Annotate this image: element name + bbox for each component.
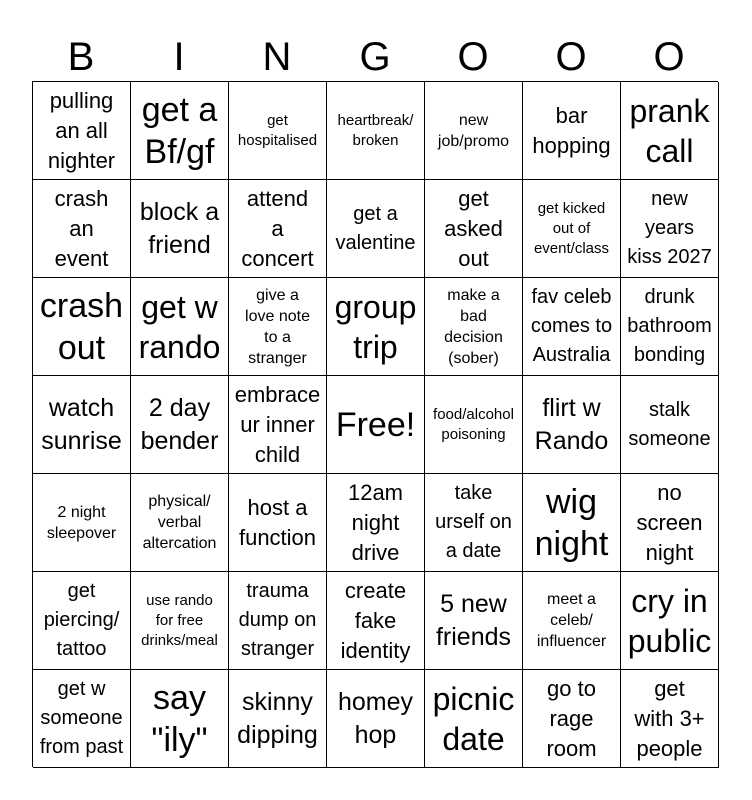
bingo-cell-label: drunk bathroom bonding	[627, 286, 712, 366]
bingo-cell[interactable]	[523, 82, 621, 180]
bingo-cell[interactable]	[327, 670, 425, 768]
bingo-cell[interactable]	[33, 180, 131, 278]
bingo-cell-label: get w rando	[138, 288, 221, 365]
bingo-cell[interactable]	[523, 376, 621, 474]
bingo-cell[interactable]	[33, 82, 131, 180]
bingo-cell-label: 12am night drive	[347, 479, 404, 565]
bingo-cell[interactable]	[621, 572, 719, 670]
bingo-cell[interactable]	[33, 572, 131, 670]
bingo-cell-label: meet a celeb/ influencer	[536, 591, 607, 650]
bingo-cell[interactable]	[523, 180, 621, 278]
bingo-cell-label: get w someone from past	[39, 678, 124, 758]
bingo-cell[interactable]	[327, 180, 425, 278]
bingo-cell-label: heartbreak/ broken	[337, 111, 414, 149]
bingo-cell[interactable]	[425, 278, 523, 376]
bingo-cell[interactable]	[425, 670, 523, 768]
bingo-cell[interactable]	[33, 474, 131, 572]
bingo-cell-label: get a Bf/gf	[141, 90, 218, 171]
bingo-cell[interactable]	[425, 82, 523, 180]
bingo-cell-label: trauma dump on stranger	[238, 580, 317, 660]
bingo-cell[interactable]	[425, 474, 523, 572]
bingo-cell-label: block a friend	[139, 197, 220, 259]
bingo-cell-label: get with 3+ people	[634, 675, 705, 761]
bingo-cell-label: food/alcohol poisoning	[433, 405, 514, 443]
bingo-cell[interactable]	[131, 278, 229, 376]
bingo-cell[interactable]	[621, 670, 719, 768]
bingo-cell-label: homey hop	[337, 687, 414, 749]
bingo-cell-label: 5 new friends	[435, 589, 512, 651]
bingo-cell-label: no screen night	[636, 479, 703, 565]
bingo-cell-label: wig night	[534, 482, 609, 563]
bingo-cell-label: new job/promo	[437, 111, 510, 150]
bingo-cell[interactable]	[229, 180, 327, 278]
bingo-cell-label: cry in public	[627, 582, 712, 659]
bingo-cell[interactable]	[33, 278, 131, 376]
header-letter: G	[359, 35, 391, 79]
bingo-cell-label: prank call	[629, 92, 710, 169]
bingo-cell[interactable]	[327, 572, 425, 670]
bingo-cell[interactable]	[327, 82, 425, 180]
bingo-cell[interactable]	[229, 670, 327, 768]
bingo-cell-label: crash out	[39, 286, 124, 367]
bingo-cell[interactable]	[327, 474, 425, 572]
bingo-cell[interactable]	[131, 474, 229, 572]
bingo-cell[interactable]	[523, 278, 621, 376]
bingo-cell-label: get asked out	[444, 185, 503, 271]
bingo-cell[interactable]	[621, 82, 719, 180]
bingo-cell[interactable]	[131, 180, 229, 278]
bingo-grid	[32, 81, 718, 767]
header-letter: N	[262, 35, 292, 79]
bingo-cell-label: 2 night sleepover	[46, 503, 117, 542]
bingo-cell[interactable]	[33, 670, 131, 768]
bingo-cell-label: make a bad decision (sober)	[444, 286, 503, 367]
bingo-cell[interactable]	[229, 82, 327, 180]
header-letter: O	[457, 35, 489, 79]
bingo-cell-label: new years kiss 2027	[627, 188, 712, 268]
bingo-cell[interactable]	[621, 180, 719, 278]
bingo-cell-label: physical/ verbal altercation	[142, 493, 217, 552]
bingo-cell-label: watch sunrise	[41, 393, 122, 455]
bingo-cell[interactable]	[523, 474, 621, 572]
bingo-cell[interactable]	[229, 278, 327, 376]
bingo-cell-label: get hospitalised	[237, 111, 318, 149]
bingo-cell[interactable]	[621, 278, 719, 376]
bingo-cell[interactable]	[523, 572, 621, 670]
bingo-cell[interactable]	[229, 474, 327, 572]
bingo-cell-label: give a love note to a stranger	[245, 286, 310, 367]
bingo-cell[interactable]	[131, 670, 229, 768]
bingo-cell-label: go to rage room	[546, 675, 597, 761]
bingo-cell-label: say "ily"	[151, 678, 208, 759]
bingo-header	[32, 34, 718, 80]
bingo-cell-label: use rando for free drinks/meal	[141, 591, 218, 649]
bingo-cell[interactable]	[425, 572, 523, 670]
header-letter: O	[653, 35, 685, 79]
bingo-cell[interactable]	[621, 474, 719, 572]
header-letter: I	[173, 35, 185, 79]
bingo-cell[interactable]	[131, 572, 229, 670]
bingo-cell-label: create fake identity	[340, 577, 411, 663]
bingo-cell-label: pulling an all nighter	[47, 87, 116, 173]
bingo-cell[interactable]	[523, 670, 621, 768]
bingo-cell[interactable]	[229, 376, 327, 474]
bingo-cell-label: embrace ur inner child	[234, 381, 321, 467]
bingo-cell[interactable]	[425, 180, 523, 278]
header-letter: B	[67, 35, 95, 79]
bingo-cell[interactable]	[33, 376, 131, 474]
bingo-cell[interactable]	[327, 376, 425, 474]
bingo-cell-label: picnic date	[432, 680, 515, 757]
bingo-cell-label: group trip	[334, 288, 417, 365]
bingo-cell[interactable]	[621, 376, 719, 474]
bingo-cell-label: get kicked out of event/class	[533, 199, 610, 257]
bingo-cell-label: bar hopping	[532, 102, 611, 158]
bingo-cell-label: get piercing/ tattoo	[43, 580, 120, 660]
bingo-cell-label: 2 day bender	[140, 393, 219, 455]
bingo-cell-label: stalk someone	[628, 398, 711, 450]
bingo-cell[interactable]	[327, 278, 425, 376]
bingo-cell[interactable]	[425, 376, 523, 474]
bingo-cell-label: host a function	[238, 494, 317, 550]
bingo-cell[interactable]	[131, 82, 229, 180]
bingo-cell[interactable]	[131, 376, 229, 474]
bingo-cell-label: attend a concert	[241, 185, 314, 271]
bingo-cell[interactable]	[229, 572, 327, 670]
bingo-cell-label: fav celeb comes to Australia	[530, 286, 613, 366]
bingo-cell-label: take urself on a date	[435, 482, 512, 562]
bingo-cell-label: Free!	[335, 405, 416, 444]
header-letter: O	[555, 35, 587, 79]
bingo-cell-label: get a valentine	[335, 202, 416, 254]
bingo-cell-label: crash an event	[54, 185, 109, 271]
bingo-cell-label: flirt w Rando	[534, 393, 609, 455]
bingo-cell-label: skinny dipping	[237, 687, 318, 749]
